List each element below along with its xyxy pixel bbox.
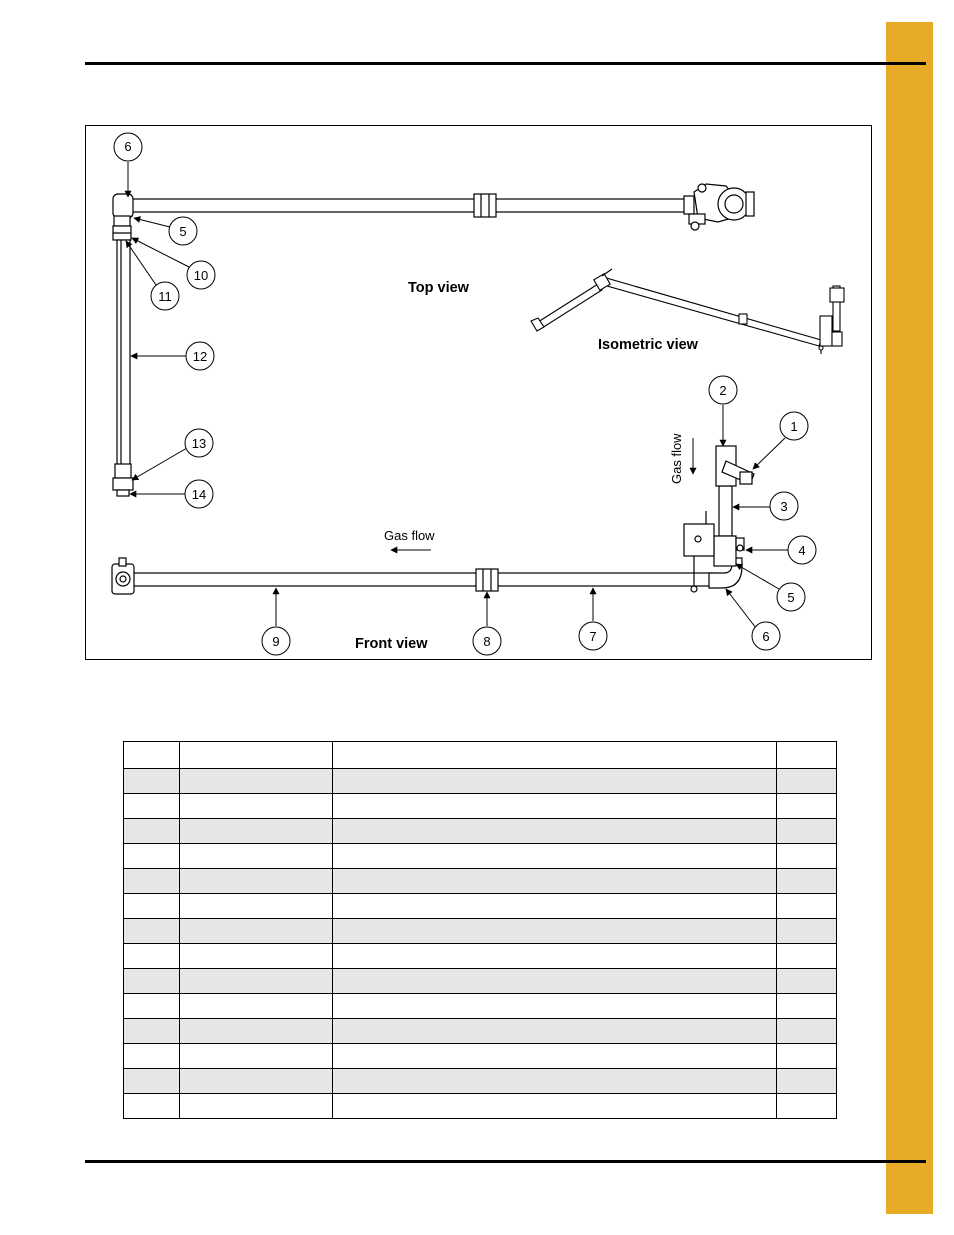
svg-text:8: 8 bbox=[483, 634, 491, 649]
pipe-train-diagram bbox=[86, 126, 871, 659]
table-row bbox=[124, 844, 837, 869]
cell-quantity bbox=[777, 969, 837, 994]
front-view-pipe-assembly bbox=[112, 446, 754, 594]
footer-rule bbox=[85, 1160, 926, 1163]
header-description bbox=[333, 742, 777, 769]
top-view-label: Top view bbox=[408, 280, 469, 296]
cell-quantity bbox=[777, 1069, 837, 1094]
cell-ref bbox=[124, 819, 180, 844]
cell-description bbox=[333, 1069, 777, 1094]
table-row bbox=[124, 919, 837, 944]
cell-description bbox=[333, 769, 777, 794]
cell-ref bbox=[124, 769, 180, 794]
cell-part-number bbox=[180, 969, 333, 994]
cell-ref bbox=[124, 1069, 180, 1094]
header-ref bbox=[124, 742, 180, 769]
callout-11 bbox=[126, 241, 179, 310]
svg-text:6: 6 bbox=[762, 629, 770, 644]
cell-quantity bbox=[777, 844, 837, 869]
gold-side-tab bbox=[886, 22, 933, 1214]
cell-description bbox=[333, 869, 777, 894]
table-row bbox=[124, 944, 837, 969]
table-row bbox=[124, 819, 837, 844]
svg-text:4: 4 bbox=[798, 543, 806, 558]
isometric-view-label: Isometric view bbox=[598, 337, 698, 353]
callout-12 bbox=[131, 342, 214, 370]
table-row bbox=[124, 1094, 837, 1119]
callout-13 bbox=[132, 429, 213, 480]
cell-description bbox=[333, 844, 777, 869]
cell-part-number bbox=[180, 794, 333, 819]
cell-part-number bbox=[180, 1094, 333, 1119]
figure-frame bbox=[85, 125, 872, 660]
svg-text:11: 11 bbox=[158, 289, 172, 304]
table-row bbox=[124, 894, 837, 919]
cell-quantity bbox=[777, 1094, 837, 1119]
cell-ref bbox=[124, 869, 180, 894]
cell-description bbox=[333, 894, 777, 919]
cell-ref bbox=[124, 944, 180, 969]
cell-ref bbox=[124, 1044, 180, 1069]
callout-8 bbox=[473, 592, 501, 655]
cell-description bbox=[333, 794, 777, 819]
cell-quantity bbox=[777, 919, 837, 944]
callout-10 bbox=[132, 238, 215, 289]
cell-quantity bbox=[777, 869, 837, 894]
callout-6-front bbox=[726, 589, 780, 650]
header-rule bbox=[85, 62, 926, 65]
cell-description bbox=[333, 944, 777, 969]
svg-text:5: 5 bbox=[787, 590, 795, 605]
cell-description bbox=[333, 1094, 777, 1119]
svg-text:12: 12 bbox=[192, 349, 208, 364]
front-view-label: Front view bbox=[355, 636, 428, 652]
cell-description bbox=[333, 969, 777, 994]
callout-3 bbox=[733, 492, 798, 520]
cell-part-number bbox=[180, 919, 333, 944]
svg-text:5: 5 bbox=[179, 224, 187, 239]
callout-5-top bbox=[134, 217, 197, 245]
cell-quantity bbox=[777, 819, 837, 844]
cell-description bbox=[333, 994, 777, 1019]
cell-ref bbox=[124, 794, 180, 819]
table-row bbox=[124, 869, 837, 894]
cell-part-number bbox=[180, 869, 333, 894]
cell-part-number bbox=[180, 1069, 333, 1094]
table-row bbox=[124, 769, 837, 794]
gas-flow-label-horizontal: Gas flow bbox=[384, 528, 435, 543]
cell-part-number bbox=[180, 819, 333, 844]
callout-2 bbox=[709, 376, 737, 446]
svg-text:6: 6 bbox=[124, 139, 132, 154]
cell-part-number bbox=[180, 994, 333, 1019]
cell-ref bbox=[124, 969, 180, 994]
cell-part-number bbox=[180, 894, 333, 919]
cell-quantity bbox=[777, 1044, 837, 1069]
svg-text:2: 2 bbox=[719, 383, 727, 398]
header-part-number bbox=[180, 742, 333, 769]
callout-9 bbox=[262, 588, 290, 655]
cell-ref bbox=[124, 1094, 180, 1119]
gas-flow-label-vertical: Gas flow bbox=[669, 433, 684, 484]
svg-text:3: 3 bbox=[780, 499, 788, 514]
cell-quantity bbox=[777, 894, 837, 919]
cell-description bbox=[333, 1019, 777, 1044]
svg-text:14: 14 bbox=[191, 487, 207, 502]
cell-part-number bbox=[180, 1019, 333, 1044]
cell-description bbox=[333, 1044, 777, 1069]
cell-quantity bbox=[777, 994, 837, 1019]
cell-quantity bbox=[777, 794, 837, 819]
callout-5-front bbox=[736, 564, 805, 611]
table-row bbox=[124, 1044, 837, 1069]
cell-quantity bbox=[777, 1019, 837, 1044]
svg-text:7: 7 bbox=[589, 629, 597, 644]
cell-part-number bbox=[180, 844, 333, 869]
cell-part-number bbox=[180, 944, 333, 969]
table-row bbox=[124, 969, 837, 994]
cell-ref bbox=[124, 994, 180, 1019]
table-row bbox=[124, 994, 837, 1019]
svg-text:9: 9 bbox=[272, 634, 280, 649]
table-row bbox=[124, 1019, 837, 1044]
table-header-row bbox=[124, 742, 837, 769]
cell-part-number bbox=[180, 1044, 333, 1069]
cell-quantity bbox=[777, 769, 837, 794]
callout-7 bbox=[579, 588, 607, 650]
cell-ref bbox=[124, 844, 180, 869]
table-row bbox=[124, 1069, 837, 1094]
parts-list-table bbox=[123, 741, 837, 1119]
callout-1 bbox=[753, 412, 808, 469]
table-row bbox=[124, 794, 837, 819]
svg-text:10: 10 bbox=[193, 268, 209, 283]
callout-4 bbox=[746, 536, 816, 564]
cell-ref bbox=[124, 894, 180, 919]
cell-description bbox=[333, 819, 777, 844]
cell-part-number bbox=[180, 769, 333, 794]
cell-description bbox=[333, 919, 777, 944]
callout-6-top bbox=[114, 133, 142, 197]
callout-14 bbox=[130, 480, 213, 508]
header-quantity bbox=[777, 742, 837, 769]
cell-ref bbox=[124, 1019, 180, 1044]
cell-ref bbox=[124, 919, 180, 944]
cell-quantity bbox=[777, 944, 837, 969]
svg-text:13: 13 bbox=[191, 436, 207, 451]
svg-text:1: 1 bbox=[790, 419, 798, 434]
